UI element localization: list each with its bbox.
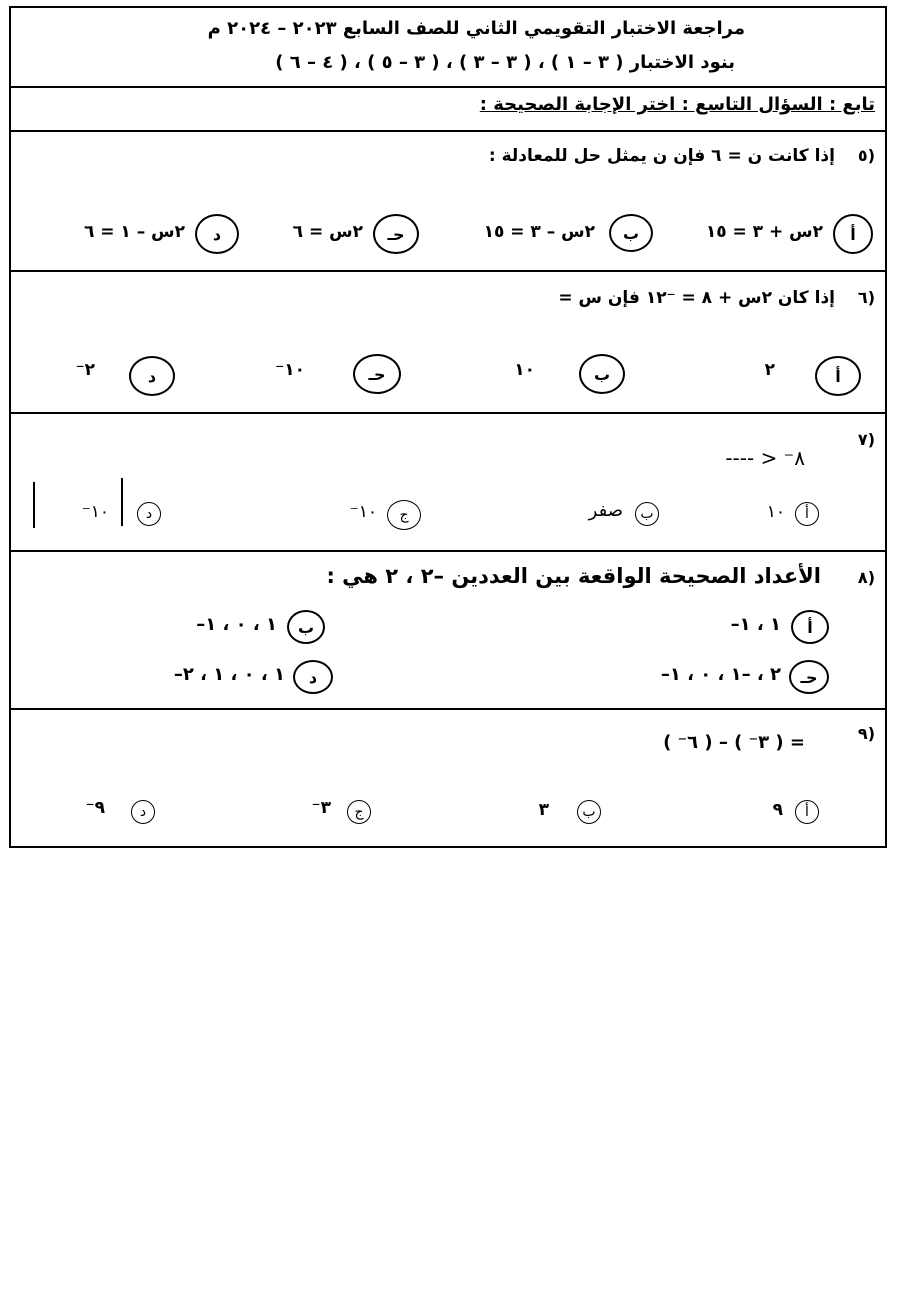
question-text: إذا كان ٢س + ٨ = ⁻١٢ فإن س = [558,288,835,308]
choice-d-circle[interactable]: د [195,214,239,254]
question-text: الأعداد الصحيحة الواقعة بين العددين –٢ ، ٢ هي : [326,564,821,588]
choice-a-text: –١ ، ١ [730,614,781,635]
choice-c-text: –٢ ، –١ ، ٠ ، ١ [660,664,781,685]
choice-b-circle[interactable]: ب [609,214,653,252]
choice-a-circle[interactable]: أ [815,356,861,396]
worksheet [9,6,887,848]
choice-d-circle[interactable]: د [129,356,175,396]
question-8 [11,552,885,710]
choice-a-text: ٢س + ٣ = ١٥ [705,222,823,242]
question-7 [11,414,885,552]
choice-b-text: –١ ، ٠ ، ١ [196,614,277,635]
choice-c-text: ⁻١٠ [349,502,377,522]
choice-d-circle[interactable]: د [131,800,155,824]
header-line-2: بنود الاختبار ( ٣ – ١ ) ، ( ٣ – ٣ ) ، ( ٣ – ٥ ) ، ( ٤ – ٦ ) [275,52,735,73]
question-number: ٧) [857,430,875,449]
header-box [11,8,885,88]
question-number: ٥) [857,146,875,165]
choice-c-circle[interactable]: حـ [353,354,401,394]
choice-c-circle[interactable]: حـ [373,214,419,254]
choice-a-text: ٩ [772,800,783,820]
choice-b-text: ٣ [538,800,549,820]
choice-a-circle[interactable]: أ [833,214,873,254]
choice-c-text: ⁻٣ [311,798,331,818]
header-line-1: مراجعة الاختبار التقويمي الثاني للصف السابع ٢٠٢٣ – ٢٠٢٤ م [207,18,745,39]
choice-d-text: ⁻١٠ [81,502,109,522]
choice-a-circle[interactable]: أ [795,502,819,526]
choice-d-text: –١ ، ٠ ، ١ ، ٢ [173,664,285,685]
choice-b-text: ١٠ [514,360,535,380]
question-number: ٩) [857,724,875,743]
choice-c-text: ⁻١٠ [275,360,305,380]
choice-a-circle[interactable]: أ [795,800,819,824]
question-number: ٦) [857,288,875,307]
choice-b-circle[interactable]: ب [577,800,601,824]
question-text: ( ⁻٦ ) – ( ⁻٣ ) = [663,732,805,753]
choice-b-text: صفر [588,500,623,521]
choice-b-circle[interactable]: ب [579,354,625,394]
choice-b-circle[interactable]: ب [635,502,659,526]
choice-c-text: ٢س = ٦ [292,222,363,242]
choice-a-circle[interactable]: أ [791,610,829,644]
choice-b-circle[interactable]: ب [287,610,325,644]
choice-d-circle[interactable]: د [137,502,161,526]
abs-bar-right [121,478,123,526]
section-title: تابع : السؤال التاسع : اختر الإجابة الصحيحة : [479,94,875,115]
choice-a-text: ٢ [764,360,775,380]
question-6 [11,272,885,414]
question-number: ٨) [857,568,875,587]
question-9 [11,710,885,848]
choice-a-text: ١٠ [766,502,785,522]
question-5 [11,132,885,272]
choice-c-circle[interactable]: حـ [789,660,829,694]
choice-b-text: ٢س – ٣ = ١٥ [483,222,595,242]
section-title-box [11,88,885,132]
abs-bar-left [33,482,35,528]
question-text: إذا كانت ن = ٦ فإن ن يمثل حل للمعادلة : [488,146,835,166]
choice-c-circle[interactable]: ج [387,500,421,530]
choice-d-circle[interactable]: د [293,660,333,694]
choice-d-text: ⁻٢ [75,360,95,380]
question-text: ---- > ⁻٨ [725,446,805,470]
choice-d-text: ٢س – ١ = ٦ [83,222,185,242]
choice-d-text: ⁻٩ [85,798,105,818]
choice-c-circle[interactable]: ج [347,800,371,824]
